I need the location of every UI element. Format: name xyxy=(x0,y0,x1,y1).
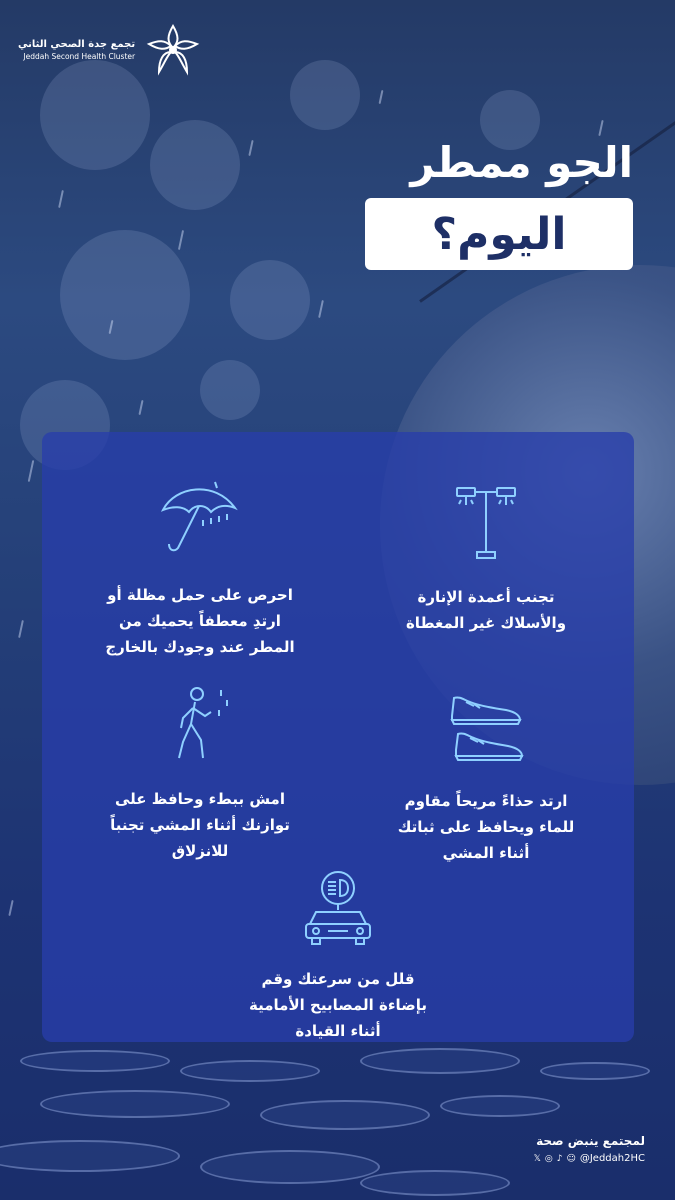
tips-panel xyxy=(42,432,634,1042)
social-links xyxy=(534,1153,645,1164)
tip-text: امش ببطء وحافظ على توازنك أثناء المشي تجنباً للانزلاق xyxy=(110,790,290,860)
tip-umbrella xyxy=(60,480,340,660)
instagram-icon[interactable]: ◎ xyxy=(544,1153,553,1164)
umbrella-icon xyxy=(155,480,245,560)
tip-shoes xyxy=(366,686,606,866)
tip-street-lamps xyxy=(366,482,606,636)
social-handle[interactable]: @Jeddah2HC xyxy=(579,1153,645,1164)
headline-line-2: اليوم؟ xyxy=(431,208,567,260)
logo-text xyxy=(18,39,135,61)
x-icon[interactable]: 𝕏 xyxy=(533,1153,541,1164)
tip-driving xyxy=(198,868,478,1044)
logo-name-ar: تجمع جدة الصحي الثاني xyxy=(18,39,136,51)
street-lamp-icon xyxy=(451,482,521,562)
car-headlight-icon xyxy=(298,868,378,948)
organization-logo xyxy=(18,22,201,78)
tip-text: احرص على حمل مظلة أو ارتدِ معطفاً يحميك من المطر عند وجودك بالخارج xyxy=(105,586,295,656)
headline-line-1: الجو ممطر xyxy=(410,138,633,187)
tip-walk-slowly xyxy=(60,684,340,864)
snapchat-icon[interactable]: ☺ xyxy=(566,1153,576,1164)
footer xyxy=(534,1134,645,1164)
star-flower-logo-icon xyxy=(145,22,201,78)
footer-slogan: لمجتمع ينبض صحة xyxy=(536,1134,645,1148)
walking-person-icon xyxy=(165,684,235,764)
tip-text: قلل من سرعتك وقم بإضاءة المصابيح الأمامية أثناء القيادة xyxy=(249,970,427,1040)
sneakers-icon xyxy=(446,686,526,766)
logo-name-en: Jeddah Second Health Cluster xyxy=(23,51,136,61)
headline-box xyxy=(365,198,633,270)
tip-text: ارتد حذاءً مريحاً مقاوم للماء ويحافظ على ثباتك أثناء المشي xyxy=(397,792,575,862)
tip-text: تجنب أعمدة الإنارة والأسلاك غير المغطاة xyxy=(405,588,567,632)
tiktok-icon[interactable]: ♪ xyxy=(556,1153,563,1164)
